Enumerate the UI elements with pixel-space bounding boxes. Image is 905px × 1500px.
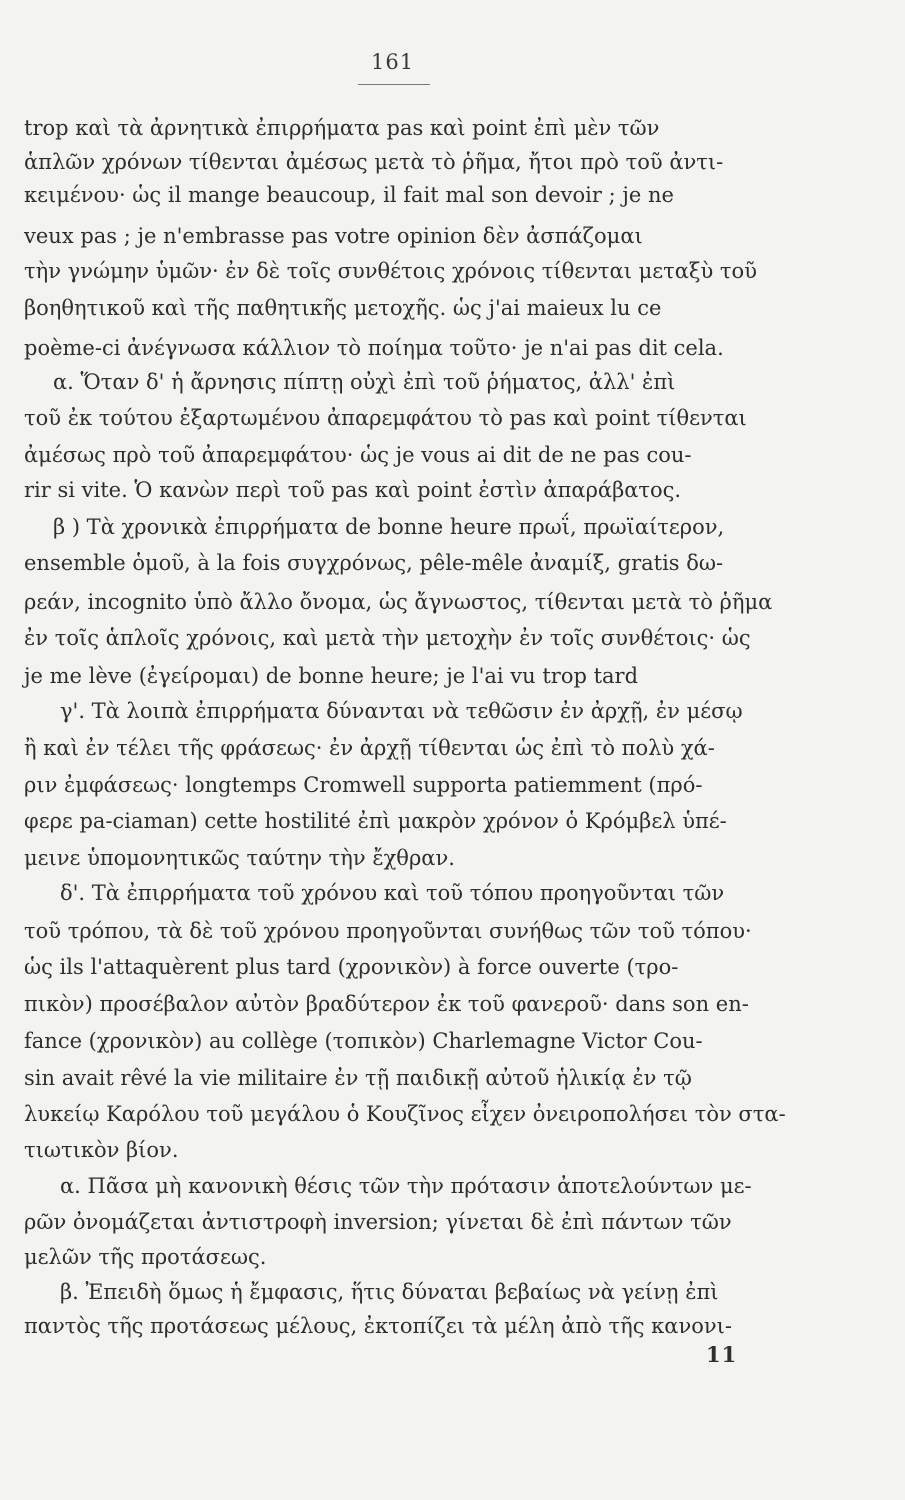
text-line: τιωτικὸν βίον. xyxy=(24,1138,179,1162)
text-line: τοῦ ἐκ τούτου ἐξαρτωμένου ἀπαρεμφάτου τὸ pas καὶ point τίθενται xyxy=(24,406,747,430)
text-line: μεινε ὑπομονητικῶς ταύτην τὴν ἔχθραν. xyxy=(24,846,455,870)
text-line: ὡς ils l'attaquèrent plus tard (χρονικὸν) à force ouverte (τρο- xyxy=(24,955,679,979)
text-line: ἢ καὶ ἐν τέλει τῆς φράσεως· ἐν ἀρχῇ τίθενται ὡς ἐπὶ τὸ πολὺ χά- xyxy=(24,736,715,760)
text-line: veux pas ; je n'embrasse pas votre opinion δὲν ἀσπάζομαι xyxy=(24,224,643,248)
text-line: φερε pa-ciaman) cette hostilité ἐπὶ μακρὸν χρόνον ὁ Κρόμβελ ὑπέ- xyxy=(24,809,727,833)
text-line: je me lève (ἐγείρομαι) de bonne heure; je l'ai vu trop tard xyxy=(24,664,639,688)
text-line: poème-ci ἀνέγνωσα κάλλιον τὸ ποίημα τοῦτο· je n'ai pas dit cela. xyxy=(24,336,724,360)
text-line: ρεάν, incognito ὑπὸ ἄλλο ὄνομα, ὡς ἄγνωστος, τίθενται μετὰ τὸ ῥῆμα xyxy=(24,590,773,614)
text-line: sin avait rêvé la vie militaire ἐν τῇ παιδικῇ αὐτοῦ ἡλικίᾳ ἐν τῷ xyxy=(24,1066,692,1090)
text-line: παντὸς τῆς προτάσεως μέλους, ἐκτοπίζει τὰ μέλη ἀπὸ τῆς κανονι- xyxy=(24,1314,732,1338)
text-line: ριν ἐμφάσεως· longtemps Cromwell supporta patiemment (πρό- xyxy=(24,773,703,797)
text-line: ensemble ὁμοῦ, à la fois συγχρόνως, pêle-mêle ἀναμίξ, gratis δω- xyxy=(24,551,724,575)
text-line: β ) Τὰ χρονικὰ ἐπιρρήματα de bonne heure πρωΐ, πρωϊαίτερον, xyxy=(53,515,725,539)
text-line: ἐν τοῖς ἁπλοῖς χρόνοις, καὶ μετὰ τὴν μετοχὴν ἐν τοῖς συνθέτοις· ὡς xyxy=(24,626,751,650)
text-line: μελῶν τῆς προτάσεως. xyxy=(24,1245,267,1269)
text-line: γ'. Τὰ λοιπὰ ἐπιρρήματα δύνανται νὰ τεθῶσιν ἐν ἀρχῇ, ἐν μέσῳ xyxy=(60,699,743,723)
text-line: rir si vite. Ὁ κανὼν περὶ τοῦ pas καὶ point ἐστὶν ἀπαράβατος. xyxy=(24,478,682,502)
text-line: κειμένου· ὡς il mange beaucoup, il fait mal son devoir ; je ne xyxy=(24,183,674,207)
text-line: fance (χρονικὸν) au collège (τοπικὸν) Charlemagne Victor Cou- xyxy=(24,1029,703,1053)
signature-mark: 11 xyxy=(706,1342,738,1367)
text-line: δ'. Τὰ ἐπιρρήματα τοῦ χρόνου καὶ τοῦ τόπου προηγοῦνται τῶν xyxy=(60,881,725,905)
text-line: β. Ἐπειδὴ ὅμως ἡ ἔμφασις, ἥτις δύναται βεβαίως νὰ γείνῃ ἐπὶ xyxy=(60,1280,719,1304)
text-line: ἀμέσως πρὸ τοῦ ἀπαρεμφάτου· ὡς je vous ai dit de ne pas cou- xyxy=(24,443,692,467)
page-number: 161 xyxy=(371,50,415,74)
text-line: τὴν γνώμην ὑμῶν· ἐν δὲ τοῖς συνθέτοις χρόνοις τίθενται μεταξὺ τοῦ xyxy=(24,259,757,283)
text-line: α. Ὅταν δ' ἡ ἄρνησις πίπτῃ οὐχὶ ἐπὶ τοῦ ῥήματος, ἀλλ' ἐπὶ xyxy=(53,370,676,394)
text-line: βοηθητικοῦ καὶ τῆς παθητικῆς μετοχῆς. ὡς j'ai maieux lu ce xyxy=(24,296,662,320)
text-line: ἁπλῶν χρόνων τίθενται ἀμέσως μετὰ τὸ ῥῆμα, ἤτοι πρὸ τοῦ ἀντι- xyxy=(24,150,724,174)
text-line: ρῶν ὀνομάζεται ἀντιστροφὴ inversion; γίνεται δὲ ἐπὶ πάντων τῶν xyxy=(24,1210,732,1234)
text-line: trop καὶ τὰ ἀρνητικὰ ἐπιρρήματα pas καὶ point ἐπὶ μὲν τῶν xyxy=(24,116,660,140)
text-line: πικὸν) προσέβαλον αὐτὸν βραδύτερον ἐκ τοῦ φανεροῦ· dans son en- xyxy=(24,992,749,1016)
text-line: λυκείῳ Καρόλου τοῦ μεγάλου ὁ Κουζῖνος εἶχεν ὀνειροπολήσει τὸν στα- xyxy=(24,1102,786,1126)
text-line: α. Πᾶσα μὴ κανονικὴ θέσις τῶν τὴν πρότασιν ἀποτελούντων με- xyxy=(60,1174,752,1198)
text-line: τοῦ τρόπου, τὰ δὲ τοῦ χρόνου προηγοῦνται συνήθως τῶν τοῦ τόπου· xyxy=(24,919,752,943)
